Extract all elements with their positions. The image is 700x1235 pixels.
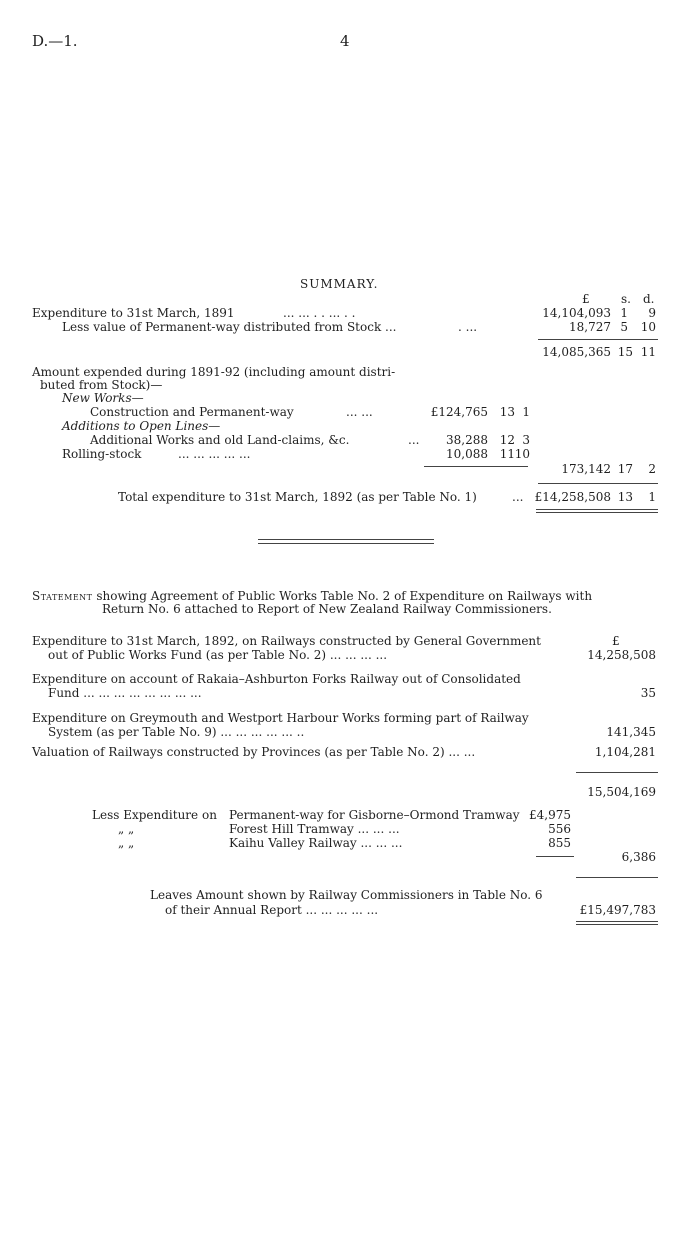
statement-item-value: 1,104,281 — [594, 745, 656, 759]
rule — [576, 877, 658, 878]
statement-item-line2: out of Public Works Fund (as per Table No. 2) ... ... ... ... — [48, 648, 388, 662]
less-total: 6,386 — [621, 850, 656, 864]
pound-head: £ — [612, 634, 620, 648]
col-head-shillings: s. — [621, 292, 631, 306]
exp-1891-d: 9 — [648, 306, 656, 320]
section-divider — [258, 543, 434, 544]
leader-dots: . ... — [458, 320, 478, 334]
less-line-value: 855 — [548, 836, 571, 850]
less-line-value: 556 — [548, 822, 571, 836]
additions-heading: Additions to Open Lines— — [62, 419, 221, 433]
statement-item-line1: Expenditure to 31st March, 1892, on Railways constructed by General Government — [32, 634, 541, 648]
statement-item-value: 14,258,508 — [587, 648, 656, 662]
additional-d: 3 — [522, 433, 530, 447]
additional-pounds: 38,288 — [446, 433, 488, 447]
rolling-label: Rolling-stock — [62, 447, 142, 461]
statement-item-line1: Expenditure on account of Rakaia–Ashburton Forks Railway out of Consolidated — [32, 672, 521, 686]
construction-pounds: £124,765 — [430, 405, 488, 419]
less-pw-d: 10 — [640, 320, 656, 334]
less-line-value: £4,975 — [529, 808, 571, 822]
net-d: 11 — [640, 345, 656, 359]
construction-d: 1 — [522, 405, 530, 419]
rolling-s: 11 — [499, 447, 515, 461]
double-rule — [536, 509, 658, 510]
leader-dots: ... — [408, 433, 420, 447]
additional-s: 12 — [499, 433, 515, 447]
total-label: Total expenditure to 31st March, 1892 (as per Table No. 1) — [118, 490, 477, 504]
subtotal-s: 17 — [617, 462, 633, 476]
net-s: 15 — [617, 345, 633, 359]
statement-heading: Statement showing Agreement of Public Works Table No. 2 of Expenditure on Railways with — [32, 589, 593, 603]
double-rule — [536, 512, 658, 513]
statement-item-value: 141,345 — [606, 725, 656, 739]
leader-dots: ... ... . . ... . . — [283, 306, 356, 320]
less-pw-s: 5 — [620, 320, 628, 334]
less-pw-pounds: 18,727 — [569, 320, 611, 334]
final-total: £15,497,783 — [579, 903, 656, 917]
ditto-marks: „ „ — [118, 822, 135, 836]
statement-sum: 15,504,169 — [587, 785, 656, 799]
subtotal-pounds: 173,142 — [561, 462, 611, 476]
rule — [424, 466, 528, 467]
leaves-line1: Leaves Amount shown by Railway Commissioners in Table No. 6 — [150, 888, 543, 902]
less-line-b: Kaihu Valley Railway ... ... ... — [229, 836, 403, 850]
rolling-pounds: 10,088 — [446, 447, 488, 461]
double-rule — [576, 921, 658, 922]
section-divider — [258, 539, 434, 540]
statement-item-value: 35 — [640, 686, 656, 700]
leader-dots: ... — [512, 490, 524, 504]
additional-label: Additional Works and old Land-claims, &c. — [90, 433, 350, 447]
statement-item-line2: System (as per Table No. 9) ... ... ... ... ... .. — [48, 725, 305, 739]
col-head-pence: d. — [643, 292, 655, 306]
total-d: 1 — [648, 490, 656, 504]
less-pw-label: Less value of Permanent-way distributed from Stock ... — [62, 320, 397, 334]
leader-dots: ... ... ... ... ... — [178, 447, 251, 461]
construction-label: Construction and Permanent-way — [90, 405, 294, 419]
page-number: 4 — [340, 32, 350, 50]
exp-1891-pounds: 14,104,093 — [542, 306, 611, 320]
leaves-line2: of their Annual Report ... ... ... ... ... — [165, 903, 379, 917]
statement-item-line1: Valuation of Railways constructed by Provinces (as per Table No. 2) ... ... — [32, 745, 476, 759]
total-s: 13 — [617, 490, 633, 504]
document-code: D.—1. — [32, 32, 78, 50]
new-works-heading: New Works— — [62, 391, 144, 405]
total-pounds: £14,258,508 — [534, 490, 611, 504]
ditto-marks: „ „ — [118, 836, 135, 850]
rolling-d: 10 — [514, 447, 530, 461]
statement-heading-line2: Return No. 6 attached to Report of New Zealand Railway Commissioners. — [102, 602, 552, 616]
amount-line1: Amount expended during 1891-92 (including amount distri- — [32, 365, 396, 379]
double-rule — [576, 924, 658, 925]
rule — [538, 483, 658, 484]
subtotal-d: 2 — [648, 462, 656, 476]
exp-1891-s: 1 — [620, 306, 628, 320]
less-line-b: Forest Hill Tramway ... ... ... — [229, 822, 400, 836]
less-line-b: Permanent-way for Gisborne–Ormond Tramway — [229, 808, 520, 822]
statement-item-line2: Fund ... ... ... ... ... ... ... ... — [48, 686, 202, 700]
leader-dots: ... ... — [346, 405, 373, 419]
amount-line2: buted from Stock)— — [40, 378, 163, 392]
less-line-a: Less Expenditure on — [92, 808, 217, 822]
construction-s: 13 — [499, 405, 515, 419]
summary-title: SUMMARY. — [300, 277, 379, 291]
rule — [536, 856, 574, 857]
rule — [576, 772, 658, 773]
net-pounds: 14,085,365 — [542, 345, 611, 359]
statement-item-line1: Expenditure on Greymouth and Westport Harbour Works forming part of Railway — [32, 711, 529, 725]
col-head-pounds: £ — [582, 292, 590, 306]
rule — [538, 339, 658, 340]
exp-1891-label: Expenditure to 31st March, 1891 — [32, 306, 235, 320]
